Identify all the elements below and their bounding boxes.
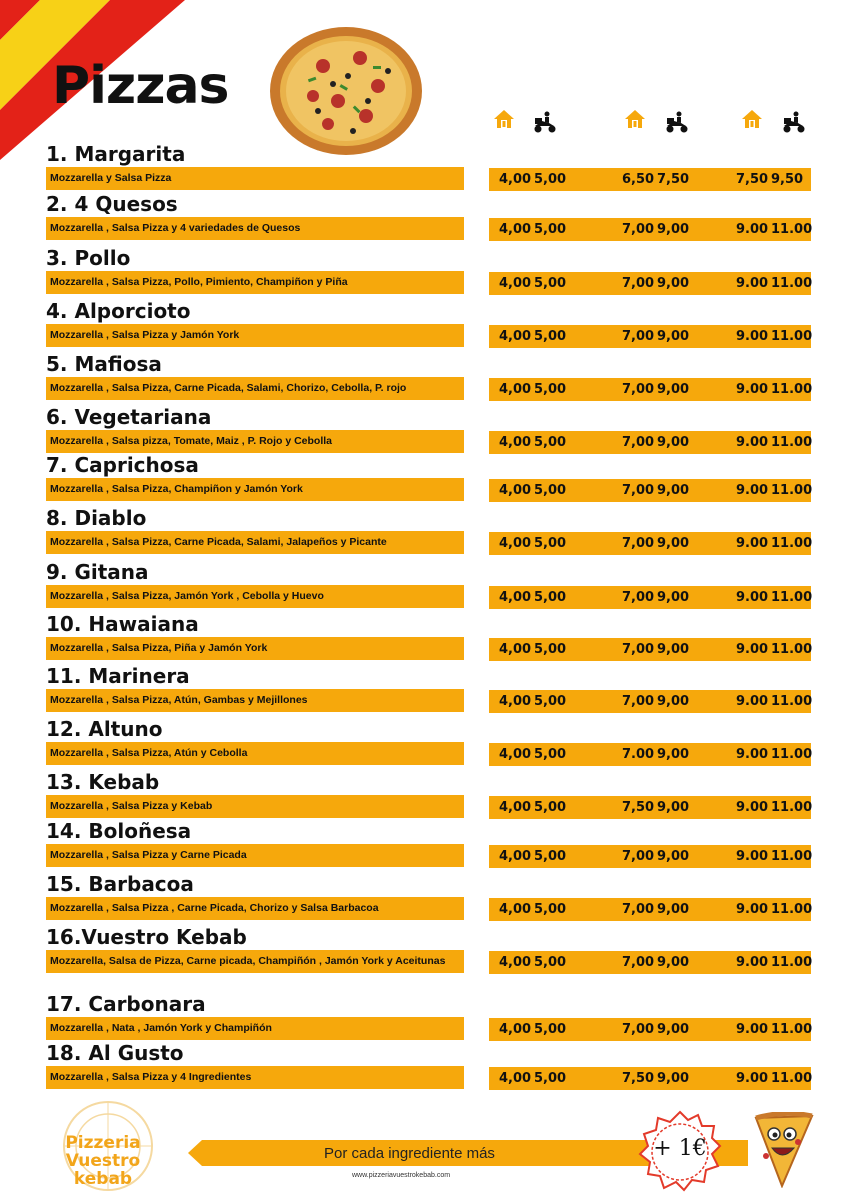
price-value: 5,00 (534, 955, 567, 970)
price-value: 9.00 (736, 435, 769, 450)
price-value: 11.00 (771, 382, 813, 397)
price-value: 9,00 (657, 1022, 690, 1037)
item-prices (489, 218, 811, 241)
item-description: Mozzarella , Salsa Pizza , Carne Picada, Chorizo y Salsa Barbacoa (46, 897, 464, 920)
item-description: Mozzarella , Salsa Pizza y Jamón York (46, 324, 464, 347)
item-description: Mozzarella, Salsa de Pizza, Carne picada, Champiñón , Jamón York y Aceitunas (46, 950, 464, 973)
price-value: 5,00 (534, 1071, 567, 1086)
item-name: 14. Boloñesa (46, 819, 192, 843)
price-value: 4,00 (499, 276, 532, 291)
price-value: 4,00 (499, 536, 532, 551)
price-value: 11.00 (771, 590, 813, 605)
item-name: 12. Altuno (46, 717, 163, 741)
price-value: 7.00 (622, 747, 655, 762)
price-value: 4,00 (499, 747, 532, 762)
price-value: 11.00 (771, 536, 813, 551)
price-value: 9.00 (736, 222, 769, 237)
price-value: 11.00 (771, 902, 813, 917)
price-value: 5,00 (534, 902, 567, 917)
price-value: 7,00 (622, 536, 655, 551)
delivery-scooter-icon (664, 110, 690, 134)
price-value: 7,00 (622, 329, 655, 344)
price-value: 7,00 (622, 483, 655, 498)
item-name: 18. Al Gusto (46, 1041, 184, 1065)
price-value: 9,00 (657, 849, 690, 864)
price-value: 9,00 (657, 276, 690, 291)
price-value: 4,00 (499, 1022, 532, 1037)
item-prices (489, 479, 811, 502)
menu-item (0, 352, 848, 408)
item-description: Mozzarella , Salsa Pizza, Atún y Cebolla (46, 742, 464, 765)
price-value: 9,50 (771, 172, 804, 187)
price-value: 7,00 (622, 694, 655, 709)
item-name: 6. Vegetariana (46, 405, 212, 429)
price-value: 7,00 (622, 642, 655, 657)
price-value: 9,00 (657, 435, 690, 450)
price-value: 7,00 (622, 382, 655, 397)
item-name: 4. Alporcioto (46, 299, 191, 323)
item-description: Mozzarella , Salsa Pizza, Champiñon y Jamón York (46, 478, 464, 501)
item-name: 2. 4 Quesos (46, 192, 178, 216)
price-value: 5,00 (534, 172, 567, 187)
item-description: Mozzarella , Salsa Pizza y Kebab (46, 795, 464, 818)
price-value: 9.00 (736, 849, 769, 864)
price-value: 11.00 (771, 483, 813, 498)
page-title: Pizzas (52, 56, 229, 116)
menu-item (0, 872, 848, 928)
item-description: Mozzarella , Salsa Pizza, Atún, Gambas y Mejillones (46, 689, 464, 712)
price-value: 7,50 (736, 172, 769, 187)
price-value: 9.00 (736, 694, 769, 709)
menu-item (0, 192, 848, 248)
price-value: 9,00 (657, 694, 690, 709)
price-value: 9.00 (736, 276, 769, 291)
price-value: 5,00 (534, 800, 567, 815)
price-value: 7,00 (622, 222, 655, 237)
price-value: 9.00 (736, 1071, 769, 1086)
price-value: 5,00 (534, 276, 567, 291)
price-value: 4,00 (499, 222, 532, 237)
price-value: 9,00 (657, 642, 690, 657)
price-value: 5,00 (534, 642, 567, 657)
item-prices (489, 898, 811, 921)
price-value: 11.00 (771, 222, 813, 237)
item-prices (489, 272, 811, 295)
item-description: Mozzarella , Salsa Pizza, Pollo, Pimiento, Champiñon y Piña (46, 271, 464, 294)
item-prices (489, 1067, 811, 1090)
price-value: 11.00 (771, 435, 813, 450)
pickup-house-icon (623, 108, 647, 130)
item-name: 10. Hawaiana (46, 612, 199, 636)
price-value: 11.00 (771, 1071, 813, 1086)
menu-item (0, 770, 848, 826)
price-value: 9.00 (736, 329, 769, 344)
price-value: 5,00 (534, 536, 567, 551)
item-prices (489, 378, 811, 401)
price-value: 7,50 (622, 1071, 655, 1086)
item-description: Mozzarella , Salsa Pizza y 4 Ingredientes (46, 1066, 464, 1089)
item-prices (489, 586, 811, 609)
item-description: Mozzarella , Salsa Pizza y 4 variedades de Quesos (46, 217, 464, 240)
price-value: 11.00 (771, 694, 813, 709)
price-value: 7,00 (622, 902, 655, 917)
price-value: 4,00 (499, 955, 532, 970)
price-value: 5,00 (534, 435, 567, 450)
item-description: Mozzarella , Salsa pizza, Tomate, Maiz , P. Rojo y Cebolla (46, 430, 464, 453)
price-value: 5,00 (534, 222, 567, 237)
price-value: 9.00 (736, 483, 769, 498)
menu-item (0, 925, 848, 981)
price-value: 5,00 (534, 747, 567, 762)
menu-item (0, 246, 848, 302)
pickup-house-icon (740, 108, 764, 130)
price-value: 4,00 (499, 642, 532, 657)
pizza-mascot-icon (752, 1112, 816, 1188)
price-value: 5,00 (534, 694, 567, 709)
price-value: 7,50 (657, 172, 690, 187)
menu-item (0, 819, 848, 875)
menu-item (0, 299, 848, 355)
price-value: 9,00 (657, 800, 690, 815)
price-value: 9,00 (657, 955, 690, 970)
item-prices (489, 845, 811, 868)
item-description: Mozzarella , Nata , Jamón York y Champiñón (46, 1017, 464, 1040)
price-value: 5,00 (534, 1022, 567, 1037)
item-name: 15. Barbacoa (46, 872, 194, 896)
price-value: 7,00 (622, 849, 655, 864)
menu-item (0, 506, 848, 562)
price-value: 7,00 (622, 955, 655, 970)
price-value: 9.00 (736, 902, 769, 917)
price-value: 9.00 (736, 1022, 769, 1037)
item-name: 3. Pollo (46, 246, 131, 270)
price-value: 7,00 (622, 1022, 655, 1037)
price-value: 4,00 (499, 800, 532, 815)
pickup-house-icon (492, 108, 516, 130)
price-value: 11.00 (771, 955, 813, 970)
price-value: 9,00 (657, 902, 690, 917)
logo-text: Pizzeria Vuestro kebab (65, 1133, 141, 1189)
menu-item (0, 142, 848, 198)
price-value: 5,00 (534, 483, 567, 498)
price-value: 9.00 (736, 747, 769, 762)
price-value: 9.00 (736, 536, 769, 551)
menu-item (0, 992, 848, 1048)
price-value: 9.00 (736, 800, 769, 815)
price-value: 11.00 (771, 800, 813, 815)
item-description: Mozzarella , Salsa Pizza y Carne Picada (46, 844, 464, 867)
price-value: 11.00 (771, 1022, 813, 1037)
item-name: 1. Margarita (46, 142, 186, 166)
menu-item (0, 560, 848, 616)
price-value: 5,00 (534, 329, 567, 344)
price-value: 4,00 (499, 849, 532, 864)
item-description: Mozzarella , Salsa Pizza, Carne Picada, Salami, Chorizo, Cebolla, P. rojo (46, 377, 464, 400)
price-value: 4,00 (499, 902, 532, 917)
item-name: 5. Mafiosa (46, 352, 162, 376)
item-name: 17. Carbonara (46, 992, 206, 1016)
item-prices (489, 431, 811, 454)
item-description: Mozzarella y Salsa Pizza (46, 167, 464, 190)
item-prices (489, 532, 811, 555)
price-value: 7,50 (622, 800, 655, 815)
price-value: 7,00 (622, 435, 655, 450)
price-value: 9.00 (736, 642, 769, 657)
item-prices (489, 951, 811, 974)
price-value: 4,00 (499, 483, 532, 498)
price-value: 9.00 (736, 590, 769, 605)
price-value: 9,00 (657, 590, 690, 605)
price-value: 4,00 (499, 694, 532, 709)
item-name: 11. Marinera (46, 664, 190, 688)
price-value: 5,00 (534, 382, 567, 397)
item-prices (489, 325, 811, 348)
menu-item (0, 717, 848, 773)
price-value: 5,00 (534, 849, 567, 864)
price-value: 4,00 (499, 1071, 532, 1086)
item-name: 16.Vuestro Kebab (46, 925, 247, 949)
item-prices (489, 168, 811, 191)
price-value: 4,00 (499, 172, 532, 187)
price-value: 11.00 (771, 642, 813, 657)
item-prices (489, 1018, 811, 1041)
item-name: 13. Kebab (46, 770, 160, 794)
price-value: 9.00 (736, 382, 769, 397)
delivery-scooter-icon (781, 110, 807, 134)
item-description: Mozzarella , Salsa Pizza, Jamón York , Cebolla y Huevo (46, 585, 464, 608)
price-value: 9,00 (657, 747, 690, 762)
price-value: 4,00 (499, 435, 532, 450)
item-prices (489, 743, 811, 766)
price-value: 9.00 (736, 955, 769, 970)
item-prices (489, 690, 811, 713)
menu-item (0, 612, 848, 668)
price-value: 7,00 (622, 276, 655, 291)
item-prices (489, 796, 811, 819)
item-name: 7. Caprichosa (46, 453, 199, 477)
price-value: 9,00 (657, 329, 690, 344)
price-value: 9,00 (657, 382, 690, 397)
pizza-image (268, 26, 424, 156)
extra-ingredient-price: + 1€ (653, 1136, 707, 1161)
menu-item (0, 1041, 848, 1097)
price-value: 9,00 (657, 536, 690, 551)
item-description: Mozzarella , Salsa Pizza, Piña y Jamón York (46, 637, 464, 660)
item-name: 9. Gitana (46, 560, 149, 584)
price-value: 4,00 (499, 329, 532, 344)
price-value: 7,00 (622, 590, 655, 605)
price-value: 9,00 (657, 1071, 690, 1086)
price-value: 11.00 (771, 276, 813, 291)
menu-item (0, 664, 848, 720)
price-value: 11.00 (771, 329, 813, 344)
price-value: 4,00 (499, 382, 532, 397)
website-url: www.pizzeriavuestrokebab.com (352, 1172, 451, 1179)
price-value: 5,00 (534, 590, 567, 605)
price-value: 11.00 (771, 849, 813, 864)
item-description: Mozzarella , Salsa Pizza, Carne Picada, Salami, Jalapeños y Picante (46, 531, 464, 554)
price-value: 9,00 (657, 222, 690, 237)
menu-item (0, 453, 848, 509)
delivery-scooter-icon (532, 110, 558, 134)
price-value: 4,00 (499, 590, 532, 605)
extra-ingredient-text: Por cada ingrediente más (324, 1145, 495, 1162)
price-value: 11.00 (771, 747, 813, 762)
item-prices (489, 638, 811, 661)
price-value: 6,50 (622, 172, 655, 187)
item-name: 8. Diablo (46, 506, 147, 530)
price-value: 9,00 (657, 483, 690, 498)
